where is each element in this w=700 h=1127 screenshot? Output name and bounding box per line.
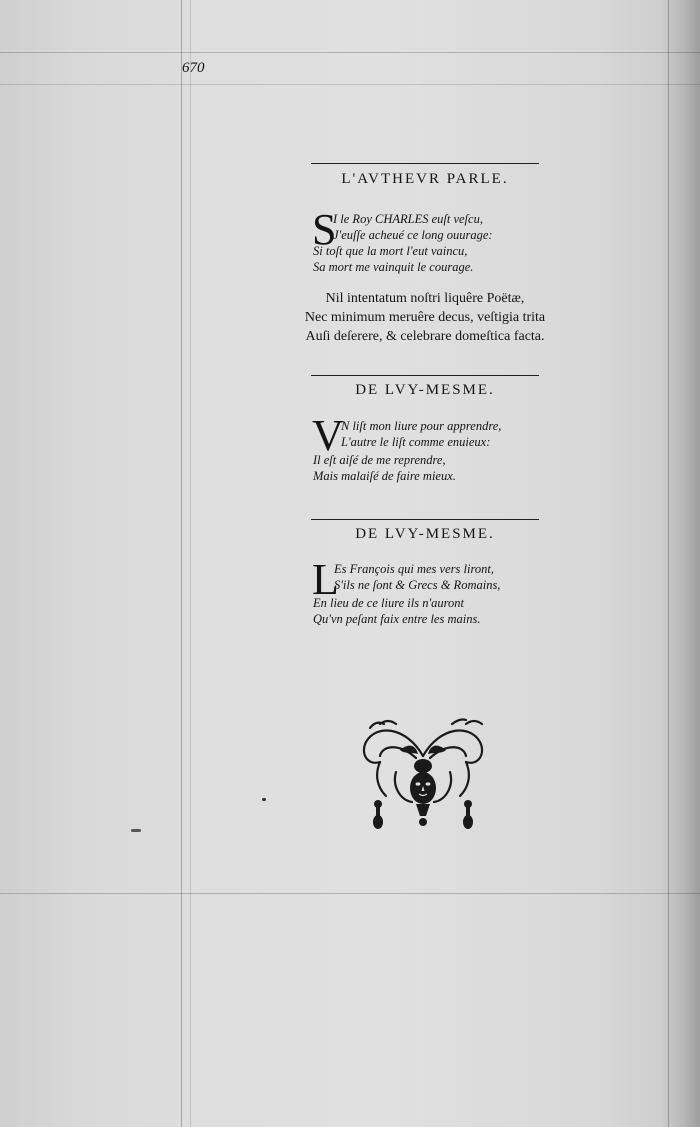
latin-line: Auſi deſerere, & celebrare domeſtica facta. bbox=[305, 329, 545, 344]
drop-cap: L bbox=[312, 555, 339, 604]
verse-line: Si toſt que la mort l'eut vaincu, bbox=[313, 244, 468, 258]
fold-line bbox=[181, 0, 182, 1127]
verse-stanza bbox=[313, 595, 480, 627]
verse-stanza bbox=[341, 418, 501, 450]
fold-line bbox=[190, 0, 191, 1127]
verse-line: Qu'vn peſant faix entre les mains. bbox=[313, 612, 481, 626]
verse-line: Mais malaiſé de faire mieux. bbox=[313, 469, 456, 483]
fold-line bbox=[0, 52, 700, 53]
verse-line: J'euſſe acheué ce long ouurage: bbox=[333, 228, 493, 242]
verse-line: L'autre le liſt comme enuieux: bbox=[341, 435, 491, 449]
verse-stanza bbox=[333, 211, 493, 243]
drop-cap: V bbox=[312, 411, 344, 460]
latin-line: Nec minimum meruêre decus, veſtigia trita bbox=[304, 310, 546, 325]
section-rule bbox=[311, 375, 539, 376]
page-number: 670 bbox=[182, 60, 205, 76]
mask-ornament-icon bbox=[356, 716, 490, 834]
verse-stanza bbox=[334, 561, 500, 593]
verse-line: Il eſt aiſé de me reprendre, bbox=[313, 453, 446, 467]
verse-line: N liſt mon liure pour apprendre, bbox=[341, 419, 502, 433]
latin-verse bbox=[280, 289, 570, 346]
verse-line: Sa mort me vainquit le courage. bbox=[313, 260, 474, 274]
ink-speck bbox=[262, 798, 266, 801]
verse-stanza bbox=[313, 243, 473, 275]
section-rule bbox=[311, 519, 539, 520]
verse-line: S'ils ne ſont & Grecs & Romains, bbox=[334, 578, 501, 592]
section-heading: L'AVTHEVR PARLE. bbox=[341, 171, 509, 187]
section-heading: DE LVY-MESME. bbox=[355, 382, 495, 398]
verse-line: Es François qui mes vers liront, bbox=[334, 562, 494, 576]
latin-line: Nil intentatum noſtri liquêre Poëtæ, bbox=[325, 291, 525, 306]
section-rule bbox=[311, 163, 539, 164]
fold-line bbox=[0, 893, 700, 894]
fold-line bbox=[0, 84, 700, 85]
verse-stanza bbox=[313, 452, 456, 484]
page-edge-shadow bbox=[660, 0, 700, 1127]
verse-line: En lieu de ce liure ils n'auront bbox=[313, 596, 465, 610]
ink-speck bbox=[131, 829, 141, 832]
drop-cap: S bbox=[312, 205, 337, 254]
section-heading: DE LVY-MESME. bbox=[355, 526, 495, 542]
verse-line: I le Roy CHARLES euſt veſcu, bbox=[333, 212, 483, 226]
